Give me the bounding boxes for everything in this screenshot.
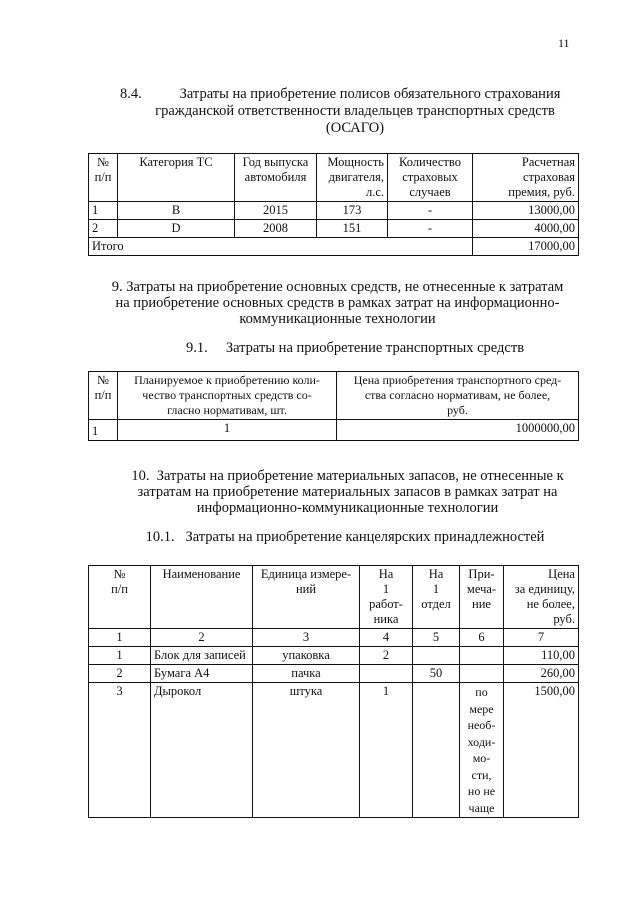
- section-9-title-line1: 9. Затраты на приобретение основных средств, не отнесенные к затратам: [111, 279, 564, 295]
- header-per-dept: На 1 отдел: [413, 566, 460, 629]
- section-9-1-title: 9.1. Затраты на приобретение транспортных средств: [185, 340, 525, 356]
- header-premium: Расчетная страховая премия, руб.: [473, 154, 579, 202]
- vehicles-table: [88, 371, 579, 441]
- section-9-title-line3: коммуникационные технологии: [239, 311, 436, 327]
- section-10-title-line2: затратам на приобретение материальных запасов в рамках затрат на: [137, 484, 558, 500]
- section-8-4-title-line1: Затраты на приобретение полисов обязательного страхования: [179, 86, 561, 102]
- table-row: 1 B 2015 173 - 13000,00: [89, 202, 579, 220]
- header-name: Наименование: [151, 566, 253, 629]
- osago-table: [88, 153, 579, 256]
- header-category: Категория ТС: [118, 154, 235, 202]
- note-cell: по мере необ- ходи- мо- сти, но не чаще: [460, 683, 504, 818]
- column-numbers-row: 1 2 3 4 5 6 7: [89, 629, 579, 647]
- table-row: 2 Бумага А4 пачка 50 260,00: [89, 665, 579, 683]
- table-header-row: [89, 372, 579, 420]
- table-row: 1 Блок для записей упаковка 2 110,00: [89, 647, 579, 665]
- header-unit: Единица измере- ний: [253, 566, 360, 629]
- table-row: 1 1 1000000,00: [89, 420, 579, 441]
- header-note: При- меча- ние: [460, 566, 504, 629]
- section-10-title-line1: 10. Затраты на приобретение материальных запасов, не отнесенные к: [131, 468, 564, 484]
- header-power: Мощность двигателя, л.с.: [317, 154, 388, 202]
- header-num: № п/п: [89, 154, 118, 202]
- table-row: 3 Дырокол штука 1 по мере необ- ходи- мо- сти, но не чаще 1500,00: [89, 683, 579, 818]
- page-number: 11: [558, 36, 570, 50]
- section-8-4-number: 8.4.: [120, 86, 142, 102]
- section-10-1-title: 10.1. Затраты на приобретение канцелярских принадлежностей: [145, 529, 545, 545]
- section-8-4-title-line2: гражданской ответственности владельцев транспортных средств: [155, 103, 555, 119]
- stationery-table: [88, 565, 579, 818]
- table-header-row: [89, 566, 579, 629]
- header-year: Год выпуска автомобиля: [235, 154, 317, 202]
- table-header-row: [89, 154, 579, 202]
- header-price: Цена за единицу, не более, руб.: [504, 566, 579, 629]
- table-row: 2 D 2008 151 - 4000,00: [89, 220, 579, 238]
- header-num: № п/п: [89, 566, 151, 629]
- total-label: Итого: [89, 238, 473, 256]
- total-value: 17000,00: [473, 238, 579, 256]
- table-total-row: [89, 238, 579, 256]
- header-price: Цена приобретения транспортного сред- ства согласно нормативам, не более, руб.: [337, 372, 579, 420]
- header-per-worker: На 1 работ- ника: [360, 566, 413, 629]
- section-8-4-title-line3: (ОСАГО): [325, 120, 385, 136]
- header-num: № п/п: [89, 372, 118, 420]
- section-10-title-line3: информационно-коммуникационные технологии: [196, 500, 499, 516]
- section-9-title-line2: на приобретение основных средств в рамках затрат на информационно-: [115, 295, 560, 311]
- header-planned: Планируемое к приобретению коли- чество транспортных средств со- гласно нормативам, шт.: [118, 372, 337, 420]
- header-cases: Количество страховых случаев: [388, 154, 473, 202]
